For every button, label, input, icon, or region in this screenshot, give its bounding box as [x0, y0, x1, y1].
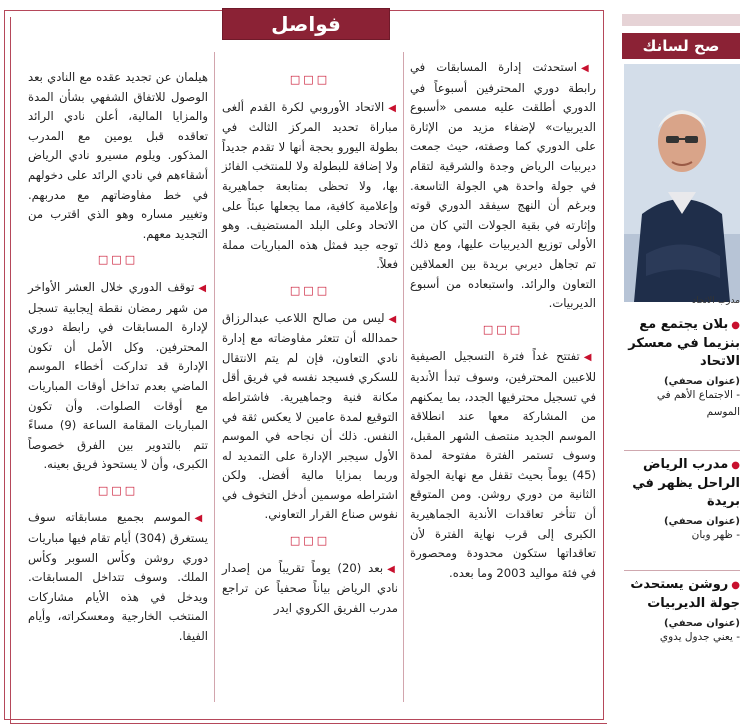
sidebar-item: [622, 316, 740, 421]
coach-photo-illustration: [624, 64, 740, 302]
sidebar: [622, 14, 742, 714]
sidebar-top-band: [622, 14, 740, 26]
separator: □□□: [289, 283, 331, 297]
column-divider: [403, 52, 404, 702]
paragraph: ◀تفتتح غداً فترة التسجيل الصيفية للاعبين المحترفين، وسوف تبدأ الأندية في تسجيل محترفيها الجدد، بما يمكنهم من المشاركة معها عند انطلاقة الموسم الجديد منتصف الشهر المقبل، وسوف تستمر الفترة مفتوحة لمدة (45) يوماً بحيث تقفل مع نهاية الجولة الثانية من دوري روشن. ومن المتوقع أن تتأخر تعاقدات الأندية الجماهيرية الكبرى إلى قرب نهاية الفترة لأن تعاقداتها ستكون محدودة ومحصورة في فئة مواليد 2003 وما بعده.: [410, 349, 596, 580]
sidebar-item: [622, 456, 740, 544]
sidebar-item: [622, 576, 740, 646]
paragraph: ◀الاتحاد الأوروبي لكرة القدم ألغى مباراة تحديد المركز الثالث في بطولة اليورو بحجة أنها لا تقدم جديداً ولا إضافة للبطولة ولا للمنتخب الفائز بها، ولا تحظى بمتابعة جماهيرية وإعلامية كافية، مما يجعلها عبئاً على الاتحاد وعلى البلد المستضيف. وهو توجه جيد فمثل هذه المباريات مملة فعلاً.: [222, 99, 398, 272]
bullet-icon: ●: [731, 460, 740, 471]
triangle-bullet-icon: ◀: [388, 102, 398, 114]
sidebar-headline: ●بلان يجتمع مع بنزيما في معسكر الاتحاد: [628, 317, 740, 369]
column-middle: [222, 66, 398, 624]
column-left: [28, 68, 208, 653]
sidebar-headline: ●روشن يستحدث جولة الديربيات: [630, 577, 740, 611]
triangle-bullet-icon: ◀: [388, 313, 398, 325]
triangle-bullet-icon: ◀: [583, 352, 596, 364]
triangle-bullet-icon: ◀: [580, 63, 596, 74]
bullet-icon: ●: [731, 320, 740, 331]
separator: □□□: [97, 483, 139, 497]
sidebar-headline: ●مدرب الرياض الراحل يظهر في بريدة: [632, 457, 740, 509]
photo-caption: مدرب الاتحاد: [692, 296, 740, 306]
separator: □□□: [289, 73, 331, 86]
sidebar-source: (عنوان صحفي): [664, 618, 740, 629]
column-right: [410, 58, 596, 589]
sidebar-text: - الاجتماع الأهم في الموسم: [656, 389, 740, 418]
sidebar-text: - يعني جدول يدوي: [659, 631, 740, 643]
column-divider: [214, 52, 215, 702]
paragraph: هيلمان عن تجديد عقده مع النادي بعد الوصول للاتفاق الشفهي بشأن المدة والمزايا المالية، أعلن نادي الرائد تعاقده قبل يومين مع المدرب المذكور. ويلوم مسيرو نادي الرياض أشقاءهم في نادي الرائد على دخولهم في خط مفاوضاتهم مع مدربهم. وتغيير مساره وهو الذي اقترب من التجديد معهم.: [28, 70, 208, 241]
paragraph: ◀استحدثت إدارة المسابقات في رابطة دوري المحترفين أسبوعاً في الدوري أطلقت عليه مسمى «أسبوع الديربيات» لإضفاء مزيد من الإثارة على الدوري كما وصفته، حيث جمعت ديربيات الرياض وجدة والشرقية لتقام في جولة واحدة هي الجولة التاسعة. وبرغم أن النهج سيفقد الدوري قوته وإثارته في بقية الجولات التي كان من الأولى توزيع الديربيات عليها، ومع ذلك تم تجاهل ديربي بريدة بين العملاقين التعاون والرائد. واستبعاده من أسبوع الديربيات.: [410, 60, 596, 311]
triangle-bullet-icon: ◀: [194, 513, 208, 525]
separator: □□□: [289, 534, 331, 548]
paragraph: ◀الموسم بجميع مسابقاته سوف يستغرق (304) أيام تقام فيها مباريات دوري روشن وكأس السوبر وكأس الملك. وسوف تتداخل المسابقات. ويدخل في هذه الأيام مشاركات المنتخب الخارجية ومعسكراته، وأيام الفيفا.: [28, 510, 208, 644]
sidebar-text: - ظهر وبان: [691, 529, 740, 541]
sidebar-source: (عنوان صحفي): [664, 376, 740, 387]
paragraph: ◀توقف الدوري خلال العشر الأواخر من شهر رمضان نقطة إيجابية تسجل لإدارة المسابقات في رابطة دوري المحترفين. وكل الأمل أن تكون الإدارة قد تداركت أخطاء الموسم الماضي بعدم تداخل أوقات المباريات مع أوقات الصلوات. وأن تكون المباريات المقامة الساعة (9) مساءً تتم بالتدوير بين الفرق خصوصاً الكبرى، وأن لا يستحوذ فريق بعينه.: [28, 279, 208, 472]
sidebar-source: (عنوان صحفي): [664, 516, 740, 527]
separator: □□□: [482, 322, 524, 336]
paragraph: ◀بعد (20) يوماً تقريباً من إصدار نادي الرياض بياناً صحفياً عن تراجع مدرب الفريق الكروي ايدر: [222, 560, 398, 615]
triangle-bullet-icon: ◀: [387, 563, 398, 575]
paragraph: ◀ليس من صالح اللاعب عبدالرزاق حمدالله أن تتعثر مفاوضاته مع إدارة نادي التعاون، فإن لم يتم الانتقال للسكري فسيجد نفسه في فريق أقل مكانة فنية وجماهيرية. فاشتراطه التوقيع لمدة عامين لا يعكس ثقة في النفس. ذلك أن نجاحه في الموسم الأول سيجبر الإدارة على التمديد له وربما بمزايا مالية أفضل. ولكن اشتراطه موسمين أدخل التخوف في نفوس صناع القرار التعاوني.: [222, 310, 398, 522]
bullet-icon: ●: [731, 580, 740, 591]
section-title: فواصل: [222, 8, 390, 40]
sidebar-divider: [624, 450, 740, 451]
sidebar-heading: صح لسانك: [622, 33, 740, 59]
sidebar-divider: [624, 570, 740, 571]
coach-photo: [624, 64, 740, 302]
separator: □□□: [97, 253, 139, 267]
triangle-bullet-icon: ◀: [198, 282, 208, 294]
